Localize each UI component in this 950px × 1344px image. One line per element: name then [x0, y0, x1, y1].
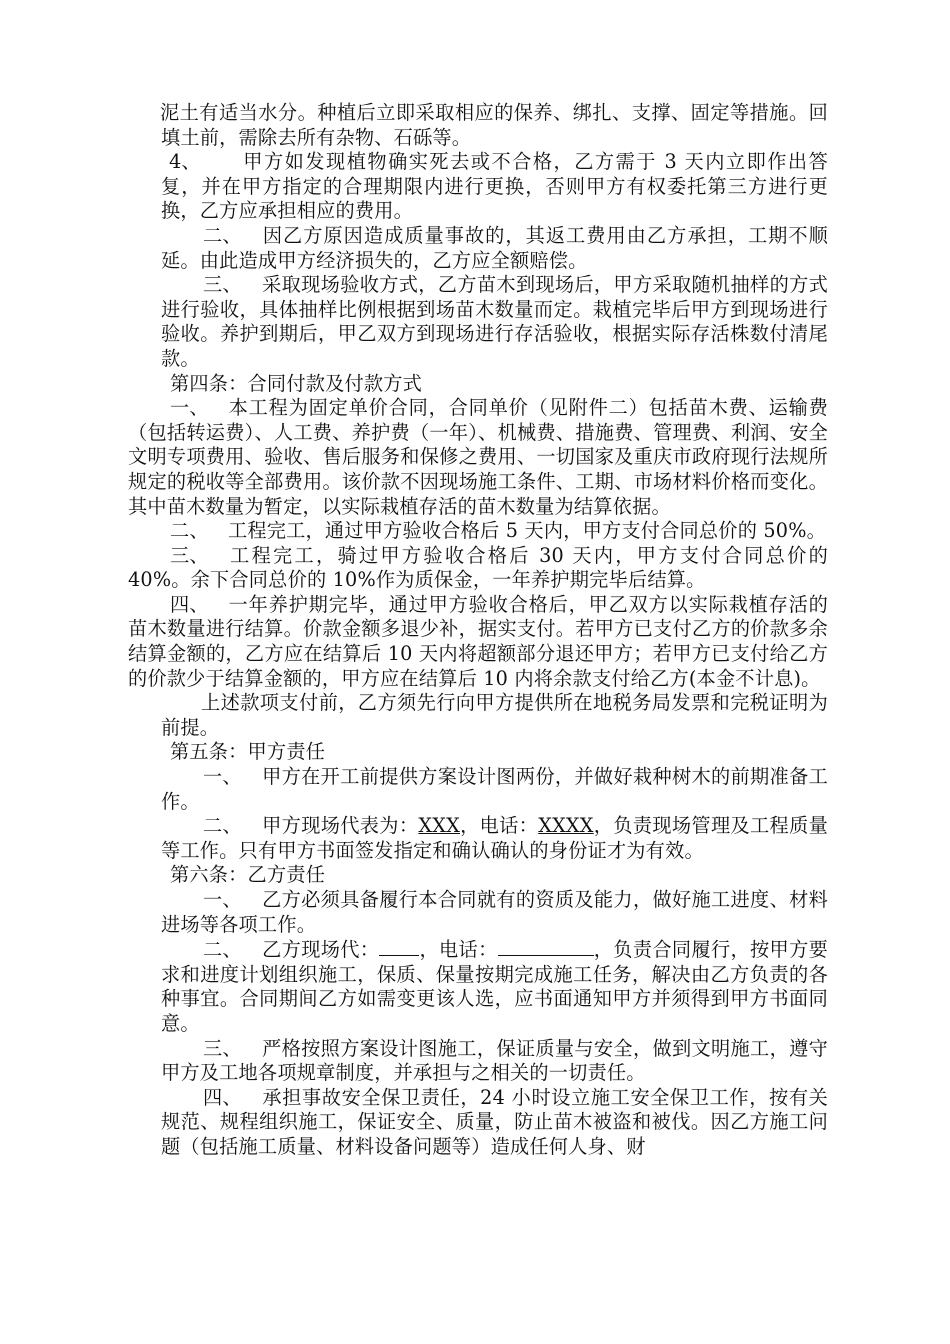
list-marker: 一、: [203, 765, 242, 789]
section-heading: [128, 740, 828, 765]
paragraph-text: 本工程为固定单价合同，合同单价（见附件二）包括苗木费、运输费（包括转运费）、人工费、养护费（一年）、机械费、措施费、管理费、利润、安全文明专项费用、验收、售后服务和保修之费用、一切国家及重庆市政府现行法规所规定的税收等全部费用。该价款不因现场施工条件、工期、市场材料价格而变化。其中苗木数量为暂定，以实际栽植存活的苗木数量为结算依据。: [128, 396, 828, 518]
paragraph: [128, 814, 828, 863]
list-marker: 三、: [203, 273, 242, 297]
paragraph-text: 一年养护期完毕，通过甲方验收合格后，甲乙双方以实际栽植存活的苗木数量进行结算。价款金额多退少补，据实支付。若甲方已支付乙方的价款多余结算金额的，乙方应在结算后 10 天内将超额部分退还甲方；若甲方已支付给乙方的价款少于结算金额的，甲方应在结算后 10 内将余款支付给乙方(本金不计息)。: [128, 592, 828, 690]
site-representative-phone: XXXX: [538, 814, 594, 838]
paragraph-text: 甲方如发现植物确实死去或不合格，乙方需于 3 天内立即作出答复，并在甲方指定的合理期限内进行更换，否则甲方有权委托第三方进行更换，乙方应承担相应的费用。: [161, 150, 828, 223]
paragraph: [128, 765, 828, 814]
paragraph: [128, 937, 828, 1036]
heading-text: 第六条：乙方责任: [170, 863, 326, 887]
paragraph-text-pre: 甲方现场代表为：: [262, 814, 419, 838]
paragraph-text-post: ，负责合同履行，按甲方要求和进度计划组织施工，保质、保量按期完成施工任务，解决由乙方负责的各种事宜。合同期间乙方如需变更该人选，应书面通知甲方并须得到甲方书面同意。: [161, 938, 829, 1035]
heading-text: 第四条：合同付款及付款方式: [170, 371, 423, 395]
paragraph-text-pre: 乙方现场代：: [262, 938, 380, 962]
list-marker: 二、: [203, 223, 242, 247]
paragraph-text: 甲方在开工前提供方案设计图两份，并做好栽种树木的前期准备工作。: [161, 765, 828, 813]
paragraph: [128, 544, 828, 593]
paragraph-text-mid: ，电话：: [459, 814, 539, 838]
list-marker: 四、: [170, 592, 209, 616]
blank-name-field: [379, 937, 419, 956]
paragraph: [128, 593, 828, 691]
paragraph-text: 因乙方原因造成质量事故的，其返工费用由乙方承担，工期不顺延。由此造成甲方经济损失的，乙方应全额赔偿。: [161, 223, 828, 272]
paragraph: [128, 224, 828, 273]
list-marker: 二、: [203, 814, 242, 838]
paragraph-text: 采取现场验收方式，乙方苗木到现场后，甲方采取随机抽样的方式进行验收，具体抽样比例根据到场苗木数量而定。栽植完毕后甲方到现场进行验收。养护到期后，甲乙双方到现场进行存活验收，根据实际存活株数付清尾款。: [161, 273, 828, 370]
paragraph: [128, 1037, 828, 1086]
paragraph-text: 乙方必须具备履行本合同就有的资质及能力，做好施工进度、材料进场等各项工作。: [161, 888, 828, 936]
paragraph-text: 工程完工，通过甲方验收合格后 5 天内，甲方支付合同总价的 50%。: [228, 519, 827, 543]
list-marker: 4、: [169, 150, 201, 174]
list-marker: 二、: [203, 938, 242, 962]
paragraph: [128, 396, 828, 519]
list-marker: 二、: [170, 519, 209, 543]
paragraph: [128, 1086, 828, 1160]
paragraph: [128, 519, 828, 544]
list-marker: 一、: [203, 888, 242, 911]
paragraph-text: 泥土有适当水分。种植后立即采取相应的保养、绑扎、支撑、固定等措施。回填土前，需除去所有杂物、石砾等。: [160, 101, 828, 149]
paragraph-text-mid: ，电话：: [419, 938, 498, 962]
paragraph-text: 上述款项支付前，乙方须先行向甲方提供所在地税务局发票和完税证明为前提。: [161, 691, 828, 739]
paragraph: [128, 150, 828, 224]
section-heading: [128, 372, 828, 397]
paragraph: [128, 691, 828, 740]
section-heading: [128, 863, 828, 888]
paragraph-text: 工程完工，骑过甲方验收合格后 30 天内，甲方支付合同总价的 40%。余下合同总价的 10%作为质保金，一年养护期完毕后结算。: [128, 543, 828, 592]
document-body: [128, 101, 828, 1160]
paragraph: [128, 273, 828, 371]
list-marker: 四、: [203, 1085, 242, 1109]
paragraph-text: 严格按照方案设计图施工，保证质量与安全，做到文明施工，遵守甲方及工地各项规章制度，并承担与之相关的一切责任。: [161, 1036, 828, 1085]
site-representative-name: XXX: [418, 814, 460, 838]
list-marker: 三、: [203, 1036, 242, 1060]
paragraph: [128, 101, 828, 150]
paragraph-text-post: ，负责现场管理及工程质量等工作。只有甲方书面签发指定和确认确认的身份证才为有效。: [161, 814, 828, 862]
list-marker: 三、: [170, 543, 209, 567]
heading-text: 第五条：甲方责任: [170, 740, 326, 764]
paragraph-text: 承担事故安全保卫责任，24 小时设立施工安全保卫工作，按有关规范、规程组织施工，保证安全、质量，防止苗木被盗和被伐。因乙方施工问题（包括施工质量、材料设备问题等）造成任何人身、财: [161, 1085, 828, 1158]
paragraph: [128, 888, 828, 937]
list-marker: 一、: [170, 396, 209, 420]
blank-phone-field: [498, 937, 594, 956]
